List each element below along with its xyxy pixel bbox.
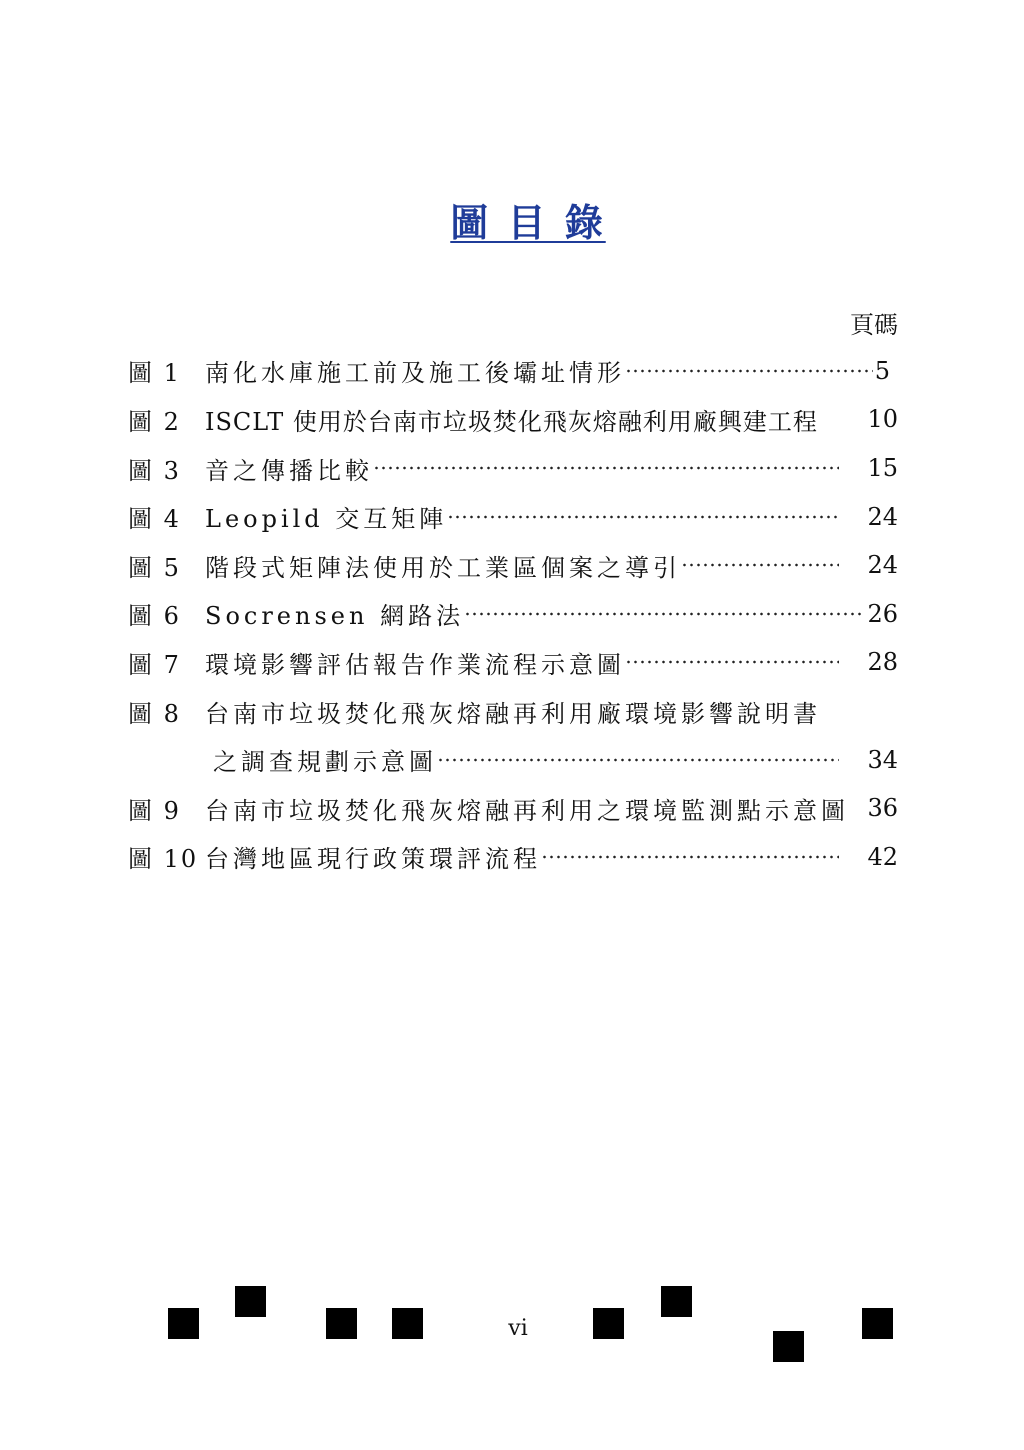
swirl-icon	[661, 1286, 692, 1317]
dot-leader	[625, 369, 873, 373]
figure-label: 圖 8	[128, 699, 181, 728]
page-number: 24	[867, 551, 898, 580]
figure-entry-8-continued	[128, 735, 898, 784]
page-number: 10	[867, 405, 898, 434]
figure-label: 圖 6	[128, 602, 181, 631]
figure-entry-5	[128, 541, 898, 590]
page-number-footer: vi	[508, 1316, 528, 1341]
page-column-header-text: 頁碼	[850, 310, 898, 339]
figure-entry-2	[128, 395, 898, 444]
page-number: 36	[867, 794, 898, 823]
figure-entry-3	[128, 444, 898, 493]
page-number: 34	[867, 745, 898, 774]
dot-leader	[625, 660, 839, 664]
swirl-icon	[326, 1308, 357, 1339]
figure-entry-10	[128, 833, 898, 882]
dot-leader	[681, 563, 839, 567]
figure-entry-9	[128, 784, 898, 833]
page-number: 15	[867, 454, 898, 483]
page-number: 42	[867, 842, 898, 871]
page-number: 28	[867, 648, 898, 677]
figure-title-continued: 之調查規劃示意圖	[213, 748, 437, 777]
figure-title: 台灣地區現行政策環評流程	[205, 845, 541, 874]
swirl-icon	[168, 1308, 199, 1339]
figure-label: 圖 10	[128, 845, 199, 874]
figure-label: 圖 3	[128, 456, 181, 485]
page-number: 26	[867, 599, 898, 628]
figure-label: 圖 5	[128, 553, 181, 582]
figure-label: 圖 7	[128, 650, 181, 679]
swirl-icon	[773, 1331, 804, 1362]
swirl-icon	[392, 1308, 423, 1339]
figure-entry-8	[128, 687, 898, 736]
dot-leader	[541, 855, 839, 859]
page-number: 24	[867, 502, 898, 531]
page-column-header	[128, 298, 898, 347]
figure-title: ISCLT 使用於台南市垃圾焚化飛灰熔融利用廠興建工程	[205, 407, 818, 436]
dot-leader	[464, 612, 865, 616]
figure-entry-1	[128, 347, 898, 396]
figure-label: 圖 2	[128, 407, 181, 436]
swirl-icon	[593, 1308, 624, 1339]
swirl-icon	[235, 1286, 266, 1317]
dot-leader	[447, 515, 839, 519]
figure-title: 環境影響評估報告作業流程示意圖	[205, 650, 625, 679]
figure-label: 圖 9	[128, 796, 181, 825]
page-title-text: 圖 目 錄	[450, 201, 606, 245]
figure-entry-6	[128, 590, 898, 639]
figure-entry-4	[128, 492, 898, 541]
figure-title: 台南市垃圾焚化飛灰熔融再利用廠環境影響說明書	[205, 699, 821, 728]
figure-title: Leopild 交互矩陣	[205, 505, 448, 534]
figure-label: 圖 1	[128, 359, 181, 388]
figure-entry-7	[128, 638, 898, 687]
figure-title: Socrensen 網路法	[205, 602, 465, 631]
dot-leader	[373, 466, 839, 470]
figure-title: 台南市垃圾焚化飛灰熔融再利用之環境監測點示意圖	[205, 796, 849, 825]
figure-title: 音之傳播比較	[205, 456, 373, 485]
figure-title: 階段式矩陣法使用於工業區個案之導引	[205, 553, 681, 582]
page-title	[408, 198, 648, 248]
figure-title: 南化水庫施工前及施工後壩址情形	[205, 359, 625, 388]
swirl-icon	[862, 1308, 893, 1339]
figure-label: 圖 4	[128, 505, 181, 534]
dot-leader	[437, 758, 839, 762]
page-number: 5	[874, 356, 890, 385]
list-of-figures	[128, 298, 898, 881]
